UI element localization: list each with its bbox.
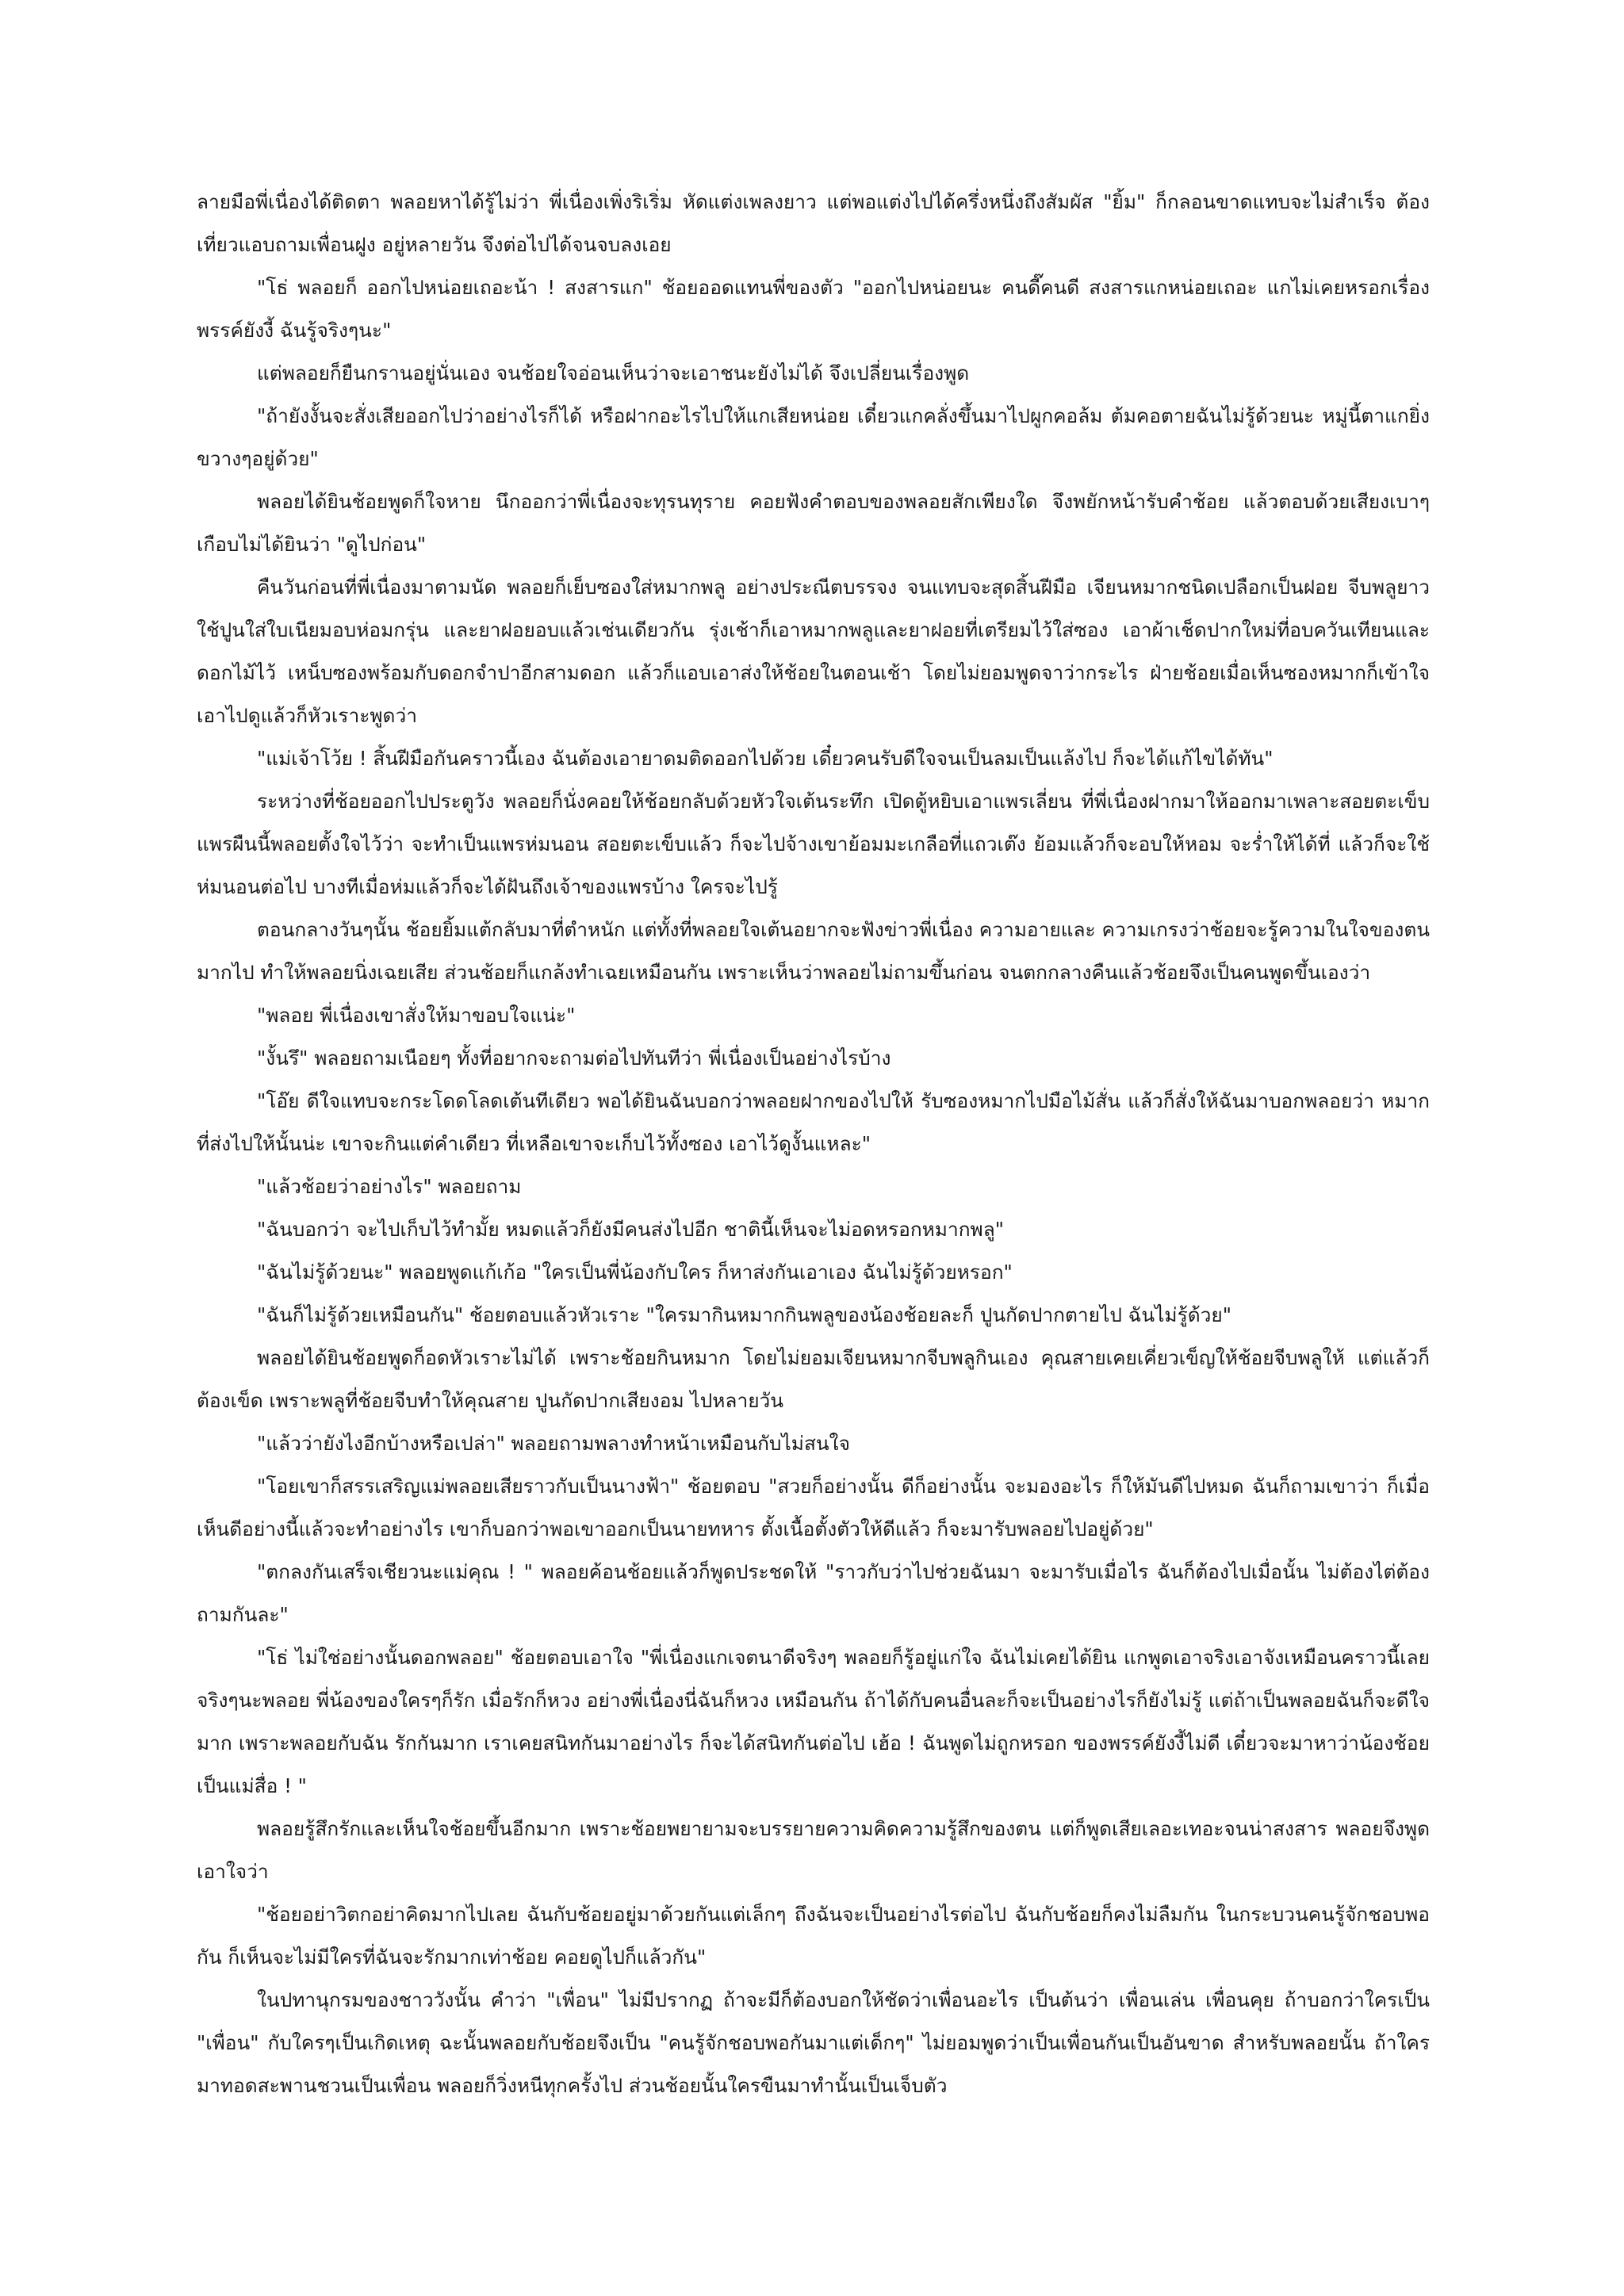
paragraph: พลอยได้ยินช้อยพูดก็ใจหาย นึกออกว่าพี่เนื่องจะทุรนทุราย คอยฟังคำตอบของพลอยสักเพียงใด จึงพยักหน้ารับคำช้อย แล้วตอบด้วยเสียงเบาๆ เกือบไม่ได้ยินว่า "ดูไปก่อน"	[197, 490, 1430, 556]
paragraph: "โธ่ ไม่ใช่อย่างนั้นดอกพลอย" ช้อยตอบเอาใจ "พี่เนื่องแกเจตนาดีจริงๆ พลอยก็รู้อยู่แก่ใจ ฉันไม่เคยได้ยิน แกพูดเอาจริงเอาจังเหมือนคราวนี้เลย จริงๆนะพลอย พี่น้องของใครๆก็รัก เมื่อรักก็หวง อย่างพี่เนื่องนี่ฉันก็หวง เหมือนกัน ถ้าได้กับคนอื่นละก็จะเป็นอย่างไรก็ยังไม่รู้ แต่ถ้าเป็นพลอยฉันก็จะดีใจมาก เพราะพลอยกับฉัน รักกันมาก เราเคยสนิทกันมาอย่างไร ก็จะได้สนิทกันต่อไป เฮ้อ ! ฉันพูดไม่ถูกหรอก ของพรรค์ยังงี้ไม่ดี เดี๋ยวจะมาหาว่าน้องช้อยเป็นแม่สื่อ ! "	[197, 1646, 1430, 1797]
paragraph: "ฉันบอกว่า จะไปเก็บไว้ทำมั้ย หมดแล้วก็ยังมีคนส่งไปอีก ชาตินี้เห็นจะไม่อดหรอกหมากพลู"	[257, 1218, 1004, 1241]
paragraph: "ฉันก็ไม่รู้ด้วยเหมือนกัน" ช้อยตอบแล้วหัวเราะ "ใครมากินหมากกินพลูของน้องช้อยละก็ ปูนกัดปากตายไป ฉันไม่รู้ด้วย"	[257, 1303, 1232, 1326]
paragraph: ลายมือพี่เนื่องได้ติดตา พลอยหาได้รู้ไม่ว่า พี่เนื่องเพิ่งริเริ่ม หัดแต่งเพลงยาว แต่พอแต่งไปได้ครึ่งหนึ่งถึงสัมผัส "ยิ้ม" ก็กลอนขาดแทบจะไม่สำเร็จ ต้องเที่ยวแอบถามเพื่อนฝูง อยู่หลายวัน จึงต่อไปได้จนจบลงเอย	[197, 190, 1430, 256]
paragraph: "โอ๊ย ดีใจแทบจะกระโดดโลดเต้นทีเดียว พอได้ยินฉันบอกว่าพลอยฝากของไปให้ รับซองหมากไปมือไม้สั่น แล้วก็สั่งให้ฉันมาบอกพลอยว่า หมากที่ส่งไปให้นั้นน่ะ เขาจะกินแต่คำเดียว ที่เหลือเขาจะเก็บไว้ทั้งซอง เอาไว้ดูงั้นแหละ"	[197, 1089, 1430, 1155]
body-text	[197, 181, 1430, 2107]
paragraph: "แม่เจ้าโว้ย ! สิ้นฝีมือกันคราวนี้เอง ฉันต้องเอายาดมติดออกไปด้วย เดี๋ยวคนรับดีใจจนเป็นลมเป็นแล้งไป ก็จะได้แก้ไขได้ทัน"	[257, 747, 1274, 770]
paragraph: "ตกลงกันเสร็จเชียวนะแม่คุณ ! " พลอยค้อนช้อยแล้วก็พูดประชดให้ "ราวกับว่าไปช่วยฉันมา จะมารับเมื่อไร ฉันก็ต้องไปเมื่อนั้น ไม่ต้องไต่ต้องถามกันละ"	[197, 1560, 1430, 1626]
paragraph: ในปทานุกรมของชาววังนั้น คำว่า "เพื่อน" ไม่มีปรากฏ ถ้าจะมีก็ต้องบอกให้ชัดว่าเพื่อนอะไร เป็นต้นว่า เพื่อนเล่น เพื่อนคุย ถ้าบอกว่าใครเป็น "เพื่อน" กับใครๆเป็นเกิดเหตุ ฉะนั้นพลอยกับช้อยจึงเป็น "คนรู้จักชอบพอกันมาแต่เด็กๆ" ไม่ยอมพูดว่าเป็นเพื่อนกันเป็นอันขาด สำหรับพลอยนั้น ถ้าใครมาทอดสะพานชวนเป็นเพื่อน พลอยก็วิ่งหนีทุกครั้งไป ส่วนช้อยนั้นใครขืนมาทำนั้นเป็นเจ็บตัว	[197, 1988, 1430, 2097]
paragraph: พลอยรู้สึกรักและเห็นใจช้อยขึ้นอีกมาก เพราะช้อยพยายามจะบรรยายความคิดความรู้สึกของตน แต่ก็พูดเสียเลอะเทอะจนน่าสงสาร พลอยจึงพูดเอาใจว่า	[197, 1817, 1430, 1883]
paragraph: "ฉันไม่รู้ด้วยนะ" พลอยพูดแก้เก้อ "ใครเป็นพี่น้องกับใคร ก็หาส่งกันเอาเอง ฉันไม่รู้ด้วยหรอก"	[257, 1261, 1013, 1284]
paragraph: "พลอย พี่เนื่องเขาสั่งให้มาขอบใจแน่ะ"	[257, 1004, 576, 1027]
paragraph: ตอนกลางวันๆนั้น ช้อยยิ้มแต้กลับมาที่ตำหนัก แต่ทั้งที่พลอยใจเต้นอยากจะฟังข่าวพี่เนื่อง ความอายและ ความเกรงว่าช้อยจะรู้ความในใจของตนมากไป ทำให้พลอยนิ่งเฉยเสีย ส่วนช้อยก็แกล้งทำเฉยเหมือนกัน เพราะเห็นว่าพลอยไม่ถามขึ้นก่อน จนตกกลางคืนแล้วช้อยจึงเป็นคนพูดขึ้นเองว่า	[197, 918, 1430, 984]
paragraph: "โอยเขาก็สรรเสริญแม่พลอยเสียราวกับเป็นนางฟ้า" ช้อยตอบ "สวยก็อย่างนั้น ดีก็อย่างนั้น จะมองอะไร ก็ให้มันดีไปหมด ฉันก็ถามเขาว่า ก็เมื่อเห็นดีอย่างนี้แล้วจะทำอย่างไร เขาก็บอกว่าพอเขาออกเป็นนายทหาร ตั้งเนื้อตั้งตัวให้ดีแล้ว ก็จะมารับพลอยไปอยู่ด้วย"	[197, 1475, 1430, 1540]
paragraph: "ช้อยอย่าวิตกอย่าคิดมากไปเลย ฉันกับช้อยอยู่มาด้วยกันแต่เล็กๆ ถึงฉันจะเป็นอย่างไรต่อไป ฉันกับช้อยก็คงไม่ลืมกัน ในกระบวนคนรู้จักชอบพอกัน ก็เห็นจะไม่มีใครที่ฉันจะรักมากเท่าช้อย คอยดูไปก็แล้วกัน"	[197, 1903, 1430, 1969]
paragraph: "แล้วช้อยว่าอย่างไร" พลอยถาม	[257, 1175, 522, 1198]
paragraph: แต่พลอยก็ยืนกรานอยู่นั่นเอง จนช้อยใจอ่อนเห็นว่าจะเอาชนะยังไม่ได้ จึงเปลี่ยนเรื่องพูด	[257, 362, 970, 385]
paragraph: ระหว่างที่ช้อยออกไปประตูวัง พลอยก็นั่งคอยให้ช้อยกลับด้วยหัวใจเต้นระทึก เปิดตู้หยิบเอาแพรเลี่ยน ที่พี่เนื่องฝากมาให้ออกมาเพลาะสอยตะเข็บ แพรผืนนี้พลอยตั้งใจไว้ว่า จะทำเป็นแพรห่มนอน สอยตะเข็บแล้ว ก็จะไปจ้างเขาย้อมมะเกลือที่แถวเต๊ง ย้อมแล้วก็จะอบให้หอม จะร่ำให้ได้ที่ แล้วก็จะใช้ห่มนอนต่อไป บางทีเมื่อห่มแล้วก็จะได้ฝันถึงเจ้าของแพรบ้าง ใครจะไปรู้	[197, 790, 1430, 898]
paragraph: คืนวันก่อนที่พี่เนื่องมาตามนัด พลอยก็เย็บซองใส่หมากพลู อย่างประณีตบรรจง จนแทบจะสุดสิ้นฝีมือ เจียนหมากชนิดเปลือกเป็นฝอย จีบพลูยาวใช้ปูนใส่ใบเนียมอบห่อมกรุ่น และยาฝอยอบแล้วเช่นเดียวกัน รุ่งเช้าก็เอาหมากพลูและยาฝอยที่เตรียมไว้ใส่ซอง เอาผ้าเช็ดปากใหม่ที่อบควันเทียนและดอกไม้ไว้ เหน็บซองพร้อมกับดอกจำปาอีกสามดอก แล้วก็แอบเอาส่งให้ช้อยในตอนเช้า โดยไม่ยอมพูดจาว่ากระไร ฝ่ายช้อยเมื่อเห็นซองหมากก็เข้าใจ เอาไปดูแล้วก็หัวเราะพูดว่า	[197, 576, 1430, 727]
paragraph: "ถ้ายังงั้นจะสั่งเสียออกไปว่าอย่างไรก็ได้ หรือฝากอะไรไปให้แกเสียหน่อย เดี๋ยวแกคลั่งขึ้นมาไปผูกคอล้ม ต้มคอตายฉันไม่รู้ด้วยนะ หมู่นี้ตาแกยิ่งขวางๆอยู่ด้วย"	[197, 404, 1430, 470]
paragraph: "โธ่ พลอยก็ ออกไปหน่อยเถอะน้า ! สงสารแก" ช้อยออดแทนพี่ของตัว "ออกไปหน่อยนะ คนดี๊คนดี สงสารแกหน่อยเถอะ แกไม่เคยหรอกเรื่องพรรค์ยังงี้ ฉันรู้จริงๆนะ"	[197, 276, 1430, 342]
paragraph: "แล้วว่ายังไงอีกบ้างหรือเปล่า" พลอยถามพลางทำหน้าเหมือนกับไม่สนใจ	[257, 1432, 850, 1455]
paragraph: "งั้นรึ" พลอยถามเนือยๆ ทั้งที่อยากจะถามต่อไปทันทีว่า พี่เนื่องเป็นอย่างไรบ้าง	[257, 1047, 891, 1070]
paragraph: พลอยได้ยินช้อยพูดก็อดหัวเราะไม่ได้ เพราะช้อยกินหมาก โดยไม่ยอมเจียนหมากจีบพลูกินเอง คุณสายเคยเคี่ยวเข็ญให้ช้อยจีบพลูให้ แต่แล้วก็ต้องเข็ด เพราะพลูที่ช้อยจีบทำให้คุณสาย ปูนกัดปากเสียงอม ไปหลายวัน	[197, 1346, 1430, 1412]
